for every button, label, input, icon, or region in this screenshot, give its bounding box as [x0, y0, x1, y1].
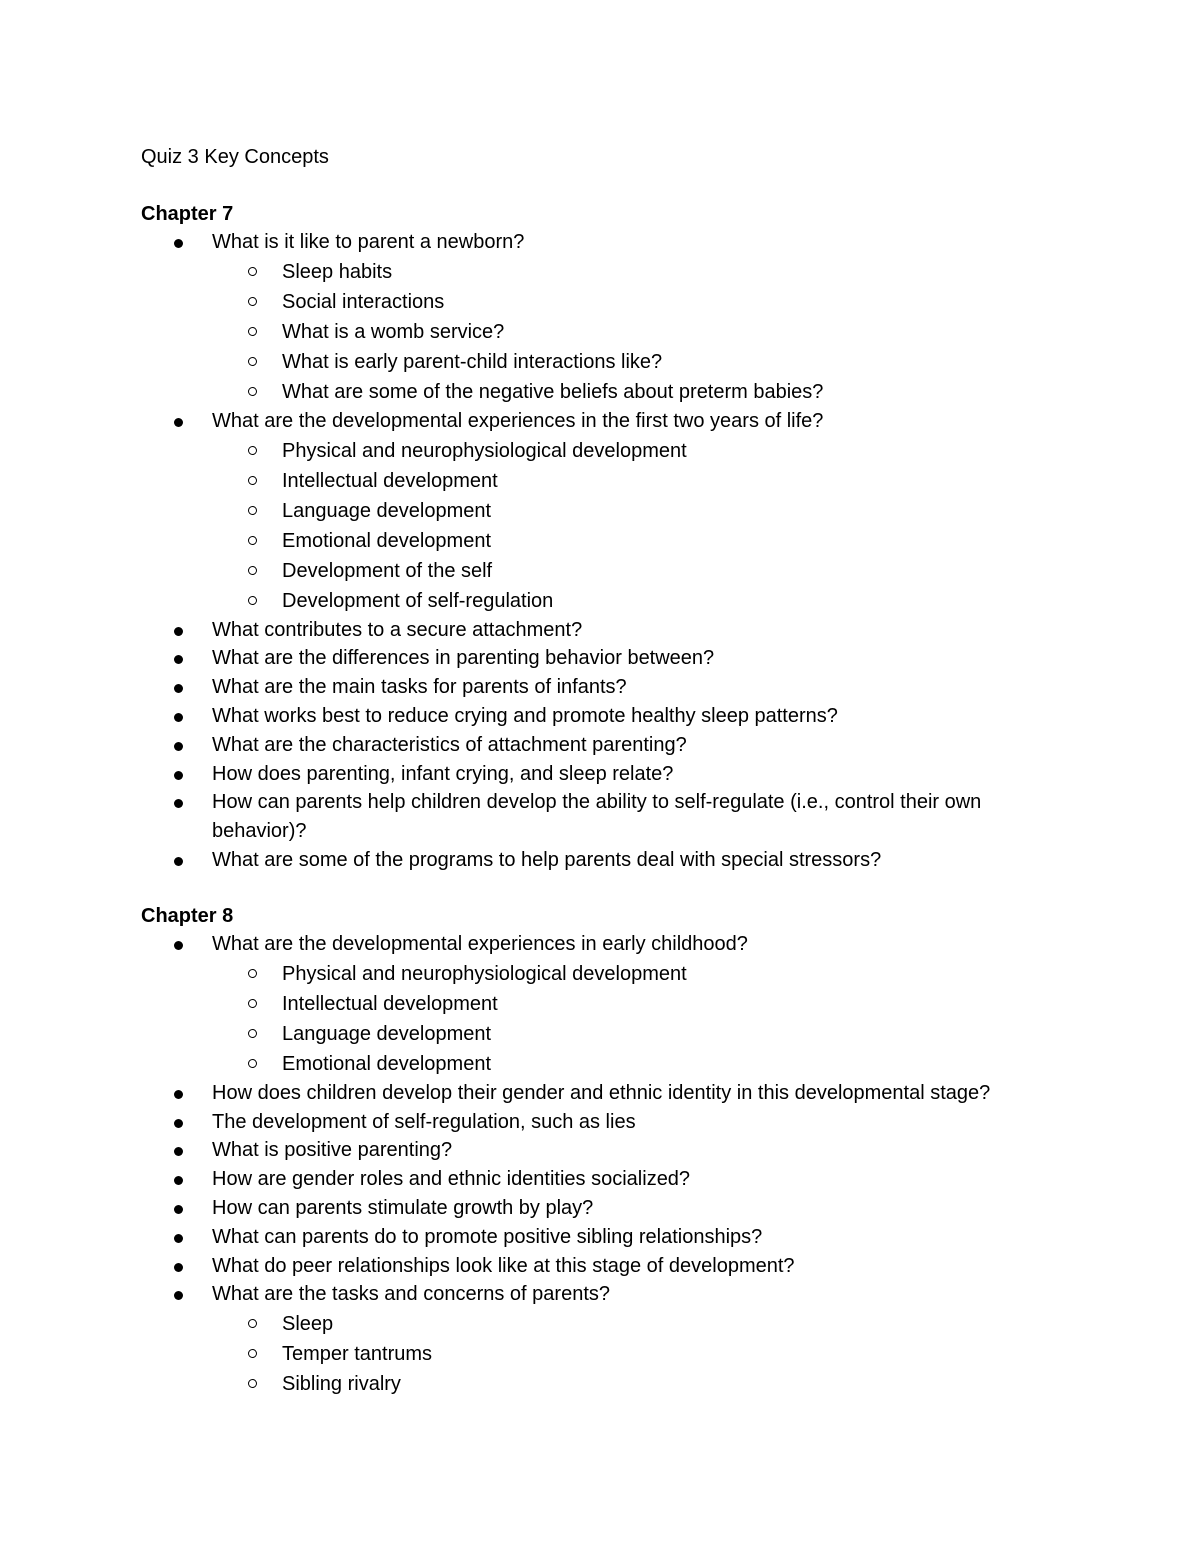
- question-text: What are the main tasks for parents of infants?: [212, 676, 627, 699]
- sub-list-item: [0, 496, 1000, 526]
- sub-topic-text: Sibling rivalry: [282, 1373, 401, 1396]
- bullet-icon: [174, 239, 183, 248]
- hollow-bullet-icon: [248, 446, 257, 455]
- question-list: [0, 930, 1200, 1399]
- list-item: [0, 616, 1072, 645]
- sub-list-item: [0, 586, 1000, 616]
- question-text: What are the tasks and concerns of parents?: [212, 1283, 610, 1306]
- bullet-icon: [174, 941, 183, 950]
- chapter-7-section: [0, 200, 1200, 875]
- question-text: The development of self-regulation, such as lies: [212, 1110, 636, 1133]
- list-item: [0, 930, 1072, 1079]
- list-item: [0, 702, 1072, 731]
- list-item: [0, 788, 1072, 846]
- sub-topic-text: Social interactions: [282, 290, 445, 313]
- hollow-bullet-icon: [248, 1379, 257, 1388]
- sub-list-item: [0, 1019, 1000, 1049]
- hollow-bullet-icon: [248, 1029, 257, 1038]
- bullet-icon: [174, 1119, 183, 1128]
- sub-list-item: [0, 959, 1000, 989]
- sub-list-item: [0, 1049, 1000, 1079]
- list-item: [0, 1223, 1072, 1252]
- question-list: [0, 228, 1200, 875]
- list-item: [0, 644, 1072, 673]
- bullet-icon: [174, 1263, 183, 1272]
- question-text: What works best to reduce crying and promote healthy sleep patterns?: [212, 704, 838, 727]
- list-item: [0, 1108, 1072, 1137]
- sub-topic-text: Physical and neurophysiological development: [282, 962, 687, 985]
- sub-topic-text: Sleep: [282, 1313, 334, 1336]
- question-text: What is positive parenting?: [212, 1139, 453, 1162]
- list-item: [0, 1280, 1072, 1399]
- hollow-bullet-icon: [248, 536, 257, 545]
- question-text: What are the differences in parenting behavior between?: [212, 647, 715, 670]
- bullet-icon: [174, 1090, 183, 1099]
- question-text: How can parents help children develop the ability to self-regulate (i.e., control their own behavior)?: [212, 791, 982, 843]
- chapter-heading: Chapter 8: [141, 905, 234, 927]
- hollow-bullet-icon: [248, 999, 257, 1008]
- bullet-icon: [174, 1147, 183, 1156]
- question-text: What are some of the programs to help parents deal with special stressors?: [212, 848, 882, 871]
- list-item: [0, 1079, 1072, 1108]
- sub-topic-text: Development of the self: [282, 559, 493, 582]
- hollow-bullet-icon: [248, 267, 257, 276]
- bullet-icon: [174, 418, 183, 427]
- sub-list-item: [0, 317, 1000, 347]
- question-text: How can parents stimulate growth by play?: [212, 1196, 594, 1219]
- list-item: [0, 760, 1072, 789]
- bullet-icon: [174, 771, 183, 780]
- bullet-icon: [174, 627, 183, 636]
- list-item: [0, 846, 1072, 875]
- bullet-icon: [174, 1234, 183, 1243]
- hollow-bullet-icon: [248, 506, 257, 515]
- list-item: [0, 673, 1072, 702]
- sub-topic-list: [0, 959, 1000, 1079]
- sub-list-item: [0, 1369, 1000, 1399]
- list-item: [0, 1136, 1072, 1165]
- sub-list-item: [0, 257, 1000, 287]
- sub-topic-text: Physical and neurophysiological development: [282, 439, 687, 462]
- list-item: [0, 228, 1072, 407]
- sub-list-item: [0, 436, 1000, 466]
- sub-list-item: [0, 287, 1000, 317]
- bullet-icon: [174, 655, 183, 664]
- list-item: [0, 407, 1072, 616]
- list-item: [0, 1252, 1072, 1281]
- question-text: What are the developmental experiences in early childhood?: [212, 933, 748, 955]
- hollow-bullet-icon: [248, 566, 257, 575]
- hollow-bullet-icon: [248, 357, 257, 366]
- sub-topic-text: Temper tantrums: [282, 1343, 433, 1366]
- list-item: [0, 731, 1072, 760]
- hollow-bullet-icon: [248, 1319, 257, 1328]
- sub-topic-text: Intellectual development: [282, 469, 498, 492]
- hollow-bullet-icon: [248, 387, 257, 396]
- hollow-bullet-icon: [248, 596, 257, 605]
- bullet-icon: [174, 1205, 183, 1214]
- sub-list-item: [0, 526, 1000, 556]
- sub-topic-text: What is early parent-child interactions like?: [282, 350, 663, 373]
- sub-list-item: [0, 1309, 1000, 1339]
- chapter-heading: Chapter 7: [141, 203, 234, 225]
- sub-topic-text: Intellectual development: [282, 992, 498, 1015]
- question-text: How does parenting, infant crying, and sleep relate?: [212, 762, 674, 785]
- bullet-icon: [174, 684, 183, 693]
- sub-list-item: [0, 989, 1000, 1019]
- sub-list-item: [0, 1339, 1000, 1369]
- question-text: What do peer relationships look like at this stage of development?: [212, 1254, 795, 1277]
- bullet-icon: [174, 857, 183, 866]
- sub-topic-text: Sleep habits: [282, 260, 393, 283]
- question-text: How are gender roles and ethnic identities socialized?: [212, 1168, 691, 1191]
- hollow-bullet-icon: [248, 1059, 257, 1068]
- sub-topic-text: What is a womb service?: [282, 320, 505, 343]
- bullet-icon: [174, 713, 183, 722]
- sub-list-item: [0, 347, 1000, 377]
- bullet-icon: [174, 742, 183, 751]
- hollow-bullet-icon: [248, 327, 257, 336]
- question-text: What contributes to a secure attachment?: [212, 618, 583, 641]
- sub-topic-text: Language development: [282, 499, 492, 522]
- list-item: [0, 1165, 1072, 1194]
- question-text: What is it like to parent a newborn?: [212, 231, 525, 253]
- hollow-bullet-icon: [248, 969, 257, 978]
- sub-topic-list: [0, 436, 1000, 616]
- sub-topic-text: Emotional development: [282, 529, 492, 552]
- chapter-8-section: [0, 902, 1200, 1399]
- sub-topic-list: [0, 257, 1000, 407]
- sub-topic-text: Development of self-regulation: [282, 589, 554, 612]
- sub-topic-text: What are some of the negative beliefs about preterm babies?: [282, 380, 824, 403]
- bullet-icon: [174, 799, 183, 808]
- bullet-icon: [174, 1176, 183, 1185]
- hollow-bullet-icon: [248, 1349, 257, 1358]
- question-text: What are the developmental experiences in the first two years of life?: [212, 409, 824, 432]
- sub-list-item: [0, 466, 1000, 496]
- sub-list-item: [0, 377, 1000, 407]
- sub-list-item: [0, 556, 1000, 586]
- sub-topic-text: Emotional development: [282, 1052, 492, 1075]
- question-text: What can parents do to promote positive sibling relationships?: [212, 1225, 763, 1248]
- hollow-bullet-icon: [248, 476, 257, 485]
- question-text: What are the characteristics of attachment parenting?: [212, 733, 687, 756]
- question-text: How does children develop their gender and ethnic identity in this developmental stage?: [212, 1081, 991, 1104]
- list-item: [0, 1194, 1072, 1223]
- bullet-icon: [174, 1291, 183, 1300]
- sub-topic-text: Language development: [282, 1022, 492, 1045]
- sub-topic-list: [0, 1309, 1000, 1399]
- document-title: Quiz 3 Key Concepts: [141, 146, 329, 168]
- hollow-bullet-icon: [248, 297, 257, 306]
